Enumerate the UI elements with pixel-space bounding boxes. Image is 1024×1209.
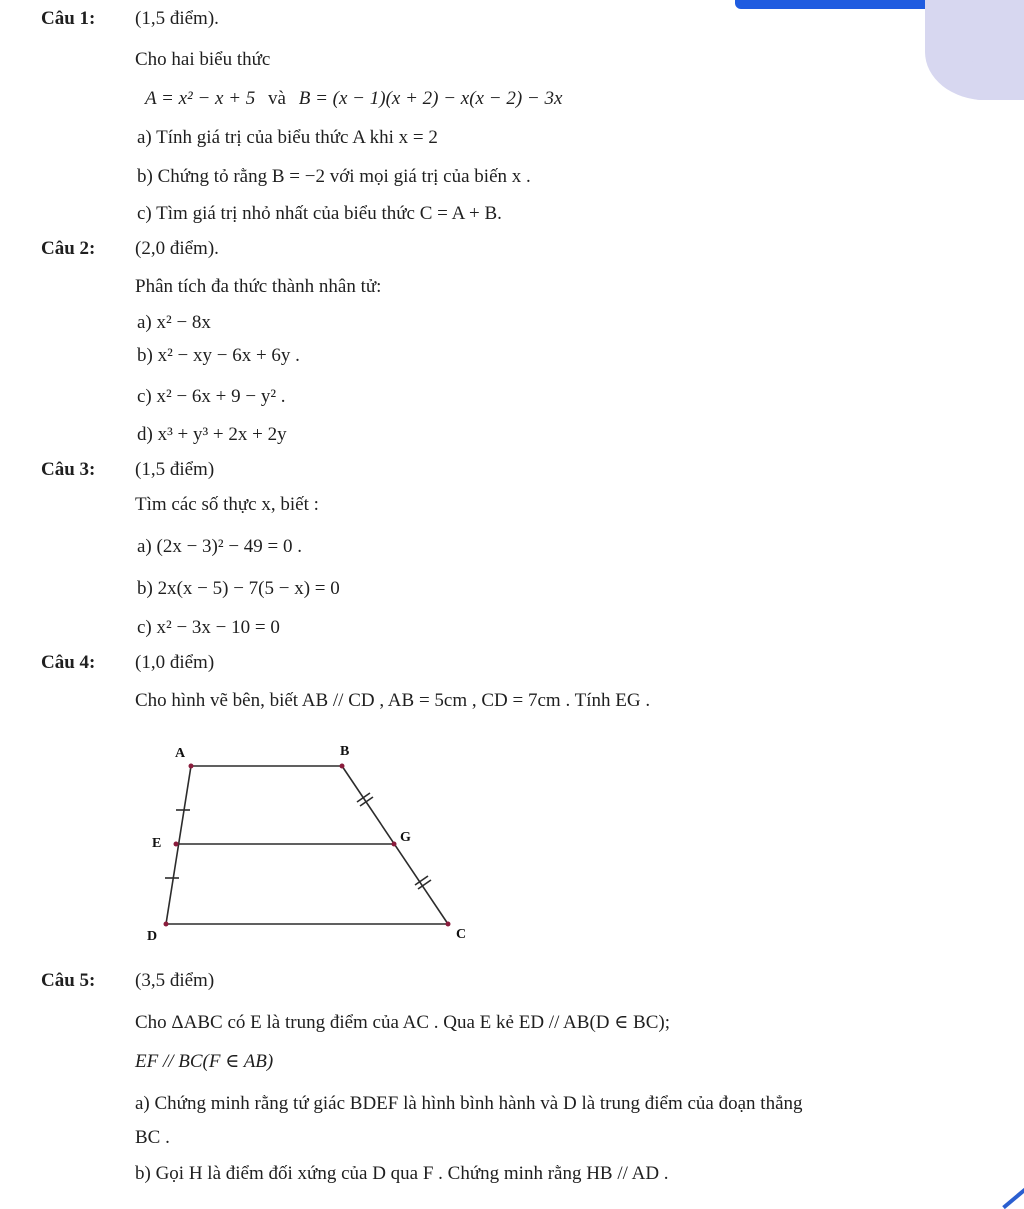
expr-b-text: B = (x − 1)(x + 2) − x(x − 2) − 3x [298, 88, 563, 109]
point-e [174, 842, 179, 847]
trapezoid-figure [0, 730, 520, 950]
q1-points: (1,5 điểm). [135, 8, 219, 29]
q1-intro: Cho hai biểu thức [135, 49, 271, 70]
point-d [164, 922, 169, 927]
q2-part-b: b) x² − xy − 6x + 6y . [137, 345, 300, 366]
label-d: D [147, 929, 158, 944]
and-word: và [268, 88, 286, 109]
label-e: E [152, 836, 162, 851]
q5-part-b: b) Gọi H là điểm đối xứng của D qua F . Chứng minh rằng HB // AD . [135, 1163, 669, 1184]
q1-part-b: b) Chứng tỏ rằng B = −2 với mọi giá trị của biến x . [137, 166, 531, 187]
q3-label: Câu 3: [41, 459, 96, 480]
q5-line1: Cho ΔABC có E là trung điểm của AC . Qua E kẻ ED // AB(D ∈ BC); [135, 1012, 671, 1033]
q1-part-a: a) Tính giá trị của biểu thức A khi x = 2 [137, 127, 438, 148]
q3-points: (1,5 điểm) [135, 459, 215, 480]
q2-part-c: c) x² − 6x + 9 − y² . [137, 386, 286, 407]
q5-part-a-line1: a) Chứng minh rằng tứ giác BDEF là hình bình hành và D là trung điểm của đoạn thẳng [135, 1093, 803, 1114]
q5-part-a-line2: BC . [135, 1127, 170, 1148]
q4-label: Câu 4: [41, 652, 96, 673]
label-b: B [340, 744, 350, 759]
label-g: G [400, 830, 411, 845]
label-c: C [456, 927, 467, 942]
q3-intro: Tìm các số thực x, biết : [135, 494, 319, 515]
label-a: A [175, 746, 186, 761]
q2-part-d: d) x³ + y³ + 2x + 2y [137, 424, 287, 445]
q3-part-a: a) (2x − 3)² − 49 = 0 . [137, 536, 303, 557]
q3-part-b: b) 2x(x − 5) − 7(5 − x) = 0 [137, 578, 340, 599]
q2-points: (2,0 điểm). [135, 238, 219, 259]
q2-part-a: a) x² − 8x [137, 312, 211, 333]
q1-part-c: c) Tìm giá trị nhỏ nhất của biểu thức C = A + B. [137, 203, 502, 224]
corner-decoration-2 [960, 60, 1024, 100]
point-c [446, 922, 451, 927]
q5-points: (3,5 điểm) [135, 970, 215, 991]
q1-label: Câu 1: [41, 8, 96, 29]
point-g [392, 842, 397, 847]
q1-expr-a [145, 88, 562, 110]
q4-intro: Cho hình vẽ bên, biết AB // CD , AB = 5cm , CD = 7cm . Tính EG . [135, 690, 651, 711]
point-b [340, 764, 345, 769]
q2-intro: Phân tích đa thức thành nhân tử: [135, 276, 382, 297]
q5-label: Câu 5: [41, 970, 96, 991]
side-ad [166, 766, 191, 924]
q2-label: Câu 2: [41, 238, 96, 259]
pen-stroke-decoration [1002, 1187, 1024, 1209]
point-a [189, 764, 194, 769]
q5-line2: EF // BC(F ∈ AB) [135, 1051, 274, 1072]
q3-part-c: c) x² − 3x − 10 = 0 [137, 617, 280, 638]
q4-points: (1,0 điểm) [135, 652, 215, 673]
expr-a-text: A = x² − x + 5 [145, 88, 256, 109]
